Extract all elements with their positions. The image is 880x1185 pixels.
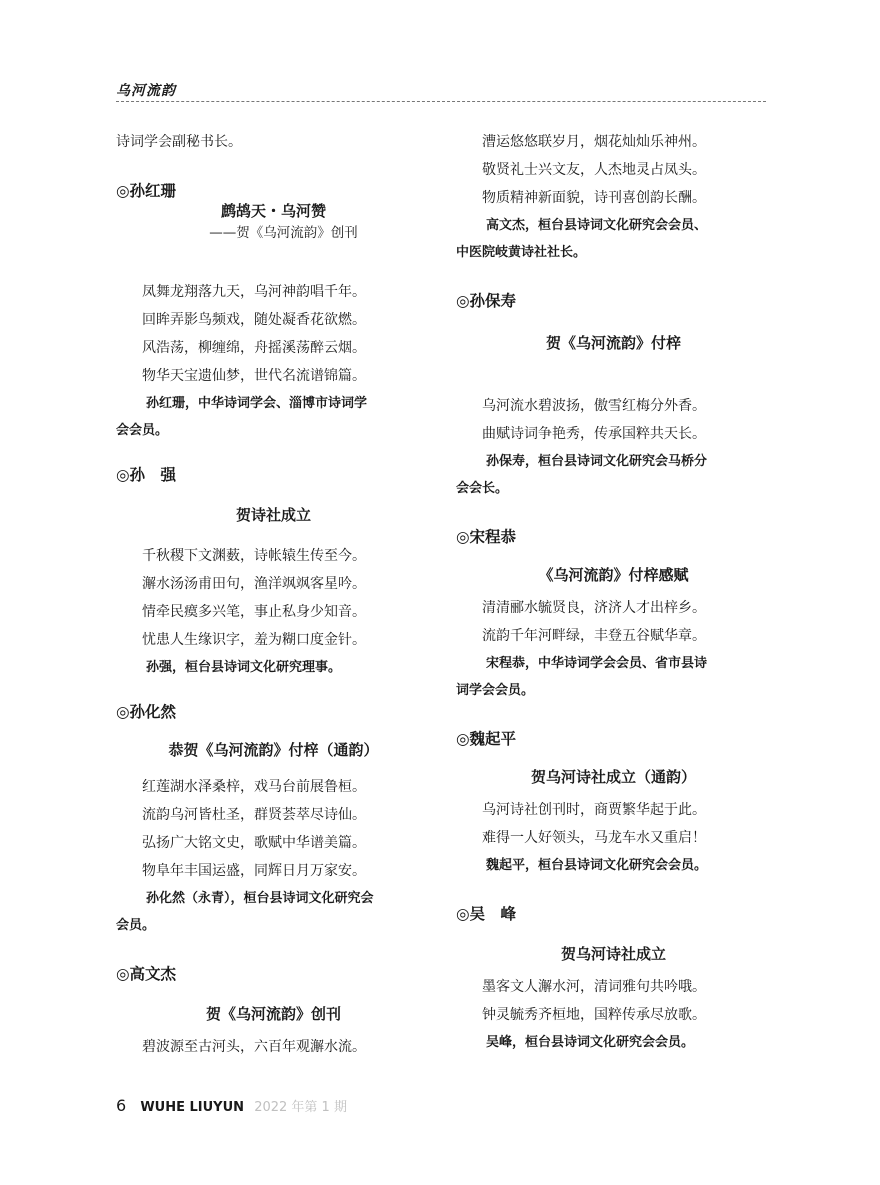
poem-section (116, 697, 431, 939)
author-name: ◎魏起平 (456, 730, 517, 748)
author-bio (456, 1029, 771, 1056)
poem-line: 曲赋诗词争艳秀，传承国粹共天长。 (482, 426, 706, 442)
header-divider (116, 101, 766, 102)
bio-line: 吴峰，桓台县诗词文化研究会会员。 (486, 1035, 695, 1050)
bio-line: 魏起平，桓台县诗词文化研究会会员。 (486, 858, 708, 873)
poem-line: 碧波源至古河头，六百年观澥水流。 (142, 1039, 366, 1055)
issue-label: 2022 年第 1 期 (254, 1100, 347, 1115)
bio-line: 词学会会员。 (456, 683, 535, 698)
poem-title: 贺《乌河流韵》付梓 (545, 334, 681, 352)
author-name: ◎孙红珊 (116, 182, 177, 200)
poem-line: 乌河流水碧波扬，傲雪红梅分外香。 (482, 398, 706, 414)
intro-text: 诗词学会副秘书长。 (116, 134, 242, 150)
poem-title: 贺乌河诗社成立（通韵） (530, 768, 696, 786)
poem-line: 物质精神新面貌，诗刊喜创韵长酬。 (482, 190, 706, 206)
poem-section (456, 522, 771, 704)
author-bio (456, 448, 771, 502)
left-column (116, 128, 431, 1061)
bio-line: 宋程恭，中华诗词学会会员、省市县诗 (486, 656, 708, 671)
right-column (456, 128, 771, 1056)
poem-line: 澥水汤汤甫田句，渔洋飒飒客星吟。 (142, 576, 366, 592)
author-bio (116, 390, 431, 444)
bio-line: 会会员。 (116, 423, 169, 438)
poem-line: 物阜年丰国运盛，同辉日月万家安。 (142, 863, 366, 879)
poem-line: 弘扬广大铭文史，歌赋中华谱美篇。 (142, 835, 366, 851)
poem-section (116, 959, 431, 1061)
poem-line: 物华天宝遗仙梦，世代名流谱锦篇。 (142, 368, 366, 384)
poem-line: 钟灵毓秀齐桓地，国粹传承尽放歌。 (482, 1007, 706, 1023)
poem-line: 漕运悠悠联岁月，烟花灿灿乐神州。 (482, 134, 706, 150)
author-bio (116, 654, 431, 681)
poem-line: 敬贤礼士兴文友，人杰地灵占凤头。 (482, 162, 706, 178)
magazine-name: WUHE LIUYUN (140, 1100, 245, 1115)
poem-title: 贺诗社成立 (235, 506, 311, 524)
bio-line: 会员。 (116, 918, 156, 933)
poem-line: 难得一人好领头，马龙车水又重启！ (482, 830, 706, 846)
poem-title: 贺乌河诗社成立 (560, 945, 666, 963)
poem-line: 乌河诗社创刊时，商贾繁华起于此。 (482, 802, 706, 818)
poem-section (116, 460, 431, 681)
poem-line: 忧患人生缘识字，羞为糊口度金针。 (142, 632, 366, 648)
poem-line: 红莲湖水泽桑梓，戏马台前展鲁桓。 (142, 779, 366, 795)
page-number: 6 (116, 1096, 127, 1115)
poem-subtitle: ——贺《乌河流韵》创刊 (209, 225, 358, 241)
author-name: ◎孙化然 (116, 703, 177, 721)
poem-title: 贺《乌河流韵》创刊 (205, 1005, 341, 1023)
running-header: 乌河流韵 (116, 83, 176, 99)
author-name: ◎宋程恭 (456, 528, 517, 546)
poem-line: 千秋稷下文渊薮，诗帐辕生传至今。 (142, 548, 366, 564)
poem-section (456, 724, 771, 879)
poem-line: 流韵乌河皆杜圣，群贤荟萃尽诗仙。 (142, 807, 366, 823)
author-bio (456, 212, 771, 266)
bio-line: 会会长。 (456, 481, 509, 496)
poem-title: 《乌河流韵》付梓感赋 (538, 566, 689, 584)
author-bio (456, 852, 771, 879)
poem-line: 风浩荡，柳缠绵，舟摇溪荡醉云烟。 (142, 340, 366, 356)
author-name: ◎吴 峰 (456, 905, 517, 923)
page-footer (116, 1096, 347, 1115)
poem-line: 情牵民瘼多兴笔，事止私身少知音。 (142, 604, 366, 620)
bio-line: 孙红珊，中华诗词学会、淄博市诗词学 (146, 396, 368, 411)
bio-line: 孙强，桓台县诗词文化研究理事。 (146, 660, 342, 675)
poem-line: 凤舞龙翔落九天，乌河神韵唱千年。 (142, 284, 366, 300)
poem-line: 流韵千年河畔绿，丰登五谷赋华章。 (482, 628, 706, 644)
author-bio (116, 885, 431, 939)
bio-line: 高文杰，桓台县诗词文化研究会会员、 (486, 218, 708, 233)
poem-title: 恭贺《乌河流韵》付梓（通韵） (168, 741, 379, 759)
poem-section (456, 286, 771, 502)
poem-section (116, 176, 431, 444)
author-name: ◎孙 强 (116, 466, 177, 484)
bio-line: 孙保寿，桓台县诗词文化研究会马桥分 (486, 454, 708, 469)
author-bio (456, 650, 771, 704)
poem-title: 鹧鸪天・乌河赞 (220, 202, 326, 220)
bio-line: 中医院岐黄诗社社长。 (456, 245, 587, 260)
poem-section (456, 899, 771, 1056)
author-name: ◎孙保寿 (456, 292, 517, 310)
poem-line: 墨客文人澥水河，清词雅句共吟哦。 (482, 979, 706, 995)
poem-line: 回眸弄影鸟频戏，随处凝香花欲燃。 (142, 312, 366, 328)
author-name: ◎高文杰 (116, 965, 177, 983)
bio-line: 孙化然（永青），桓台县诗词文化研究会 (146, 891, 374, 906)
poem-line: 清清郦水毓贤良，济济人才出梓乡。 (482, 600, 706, 616)
